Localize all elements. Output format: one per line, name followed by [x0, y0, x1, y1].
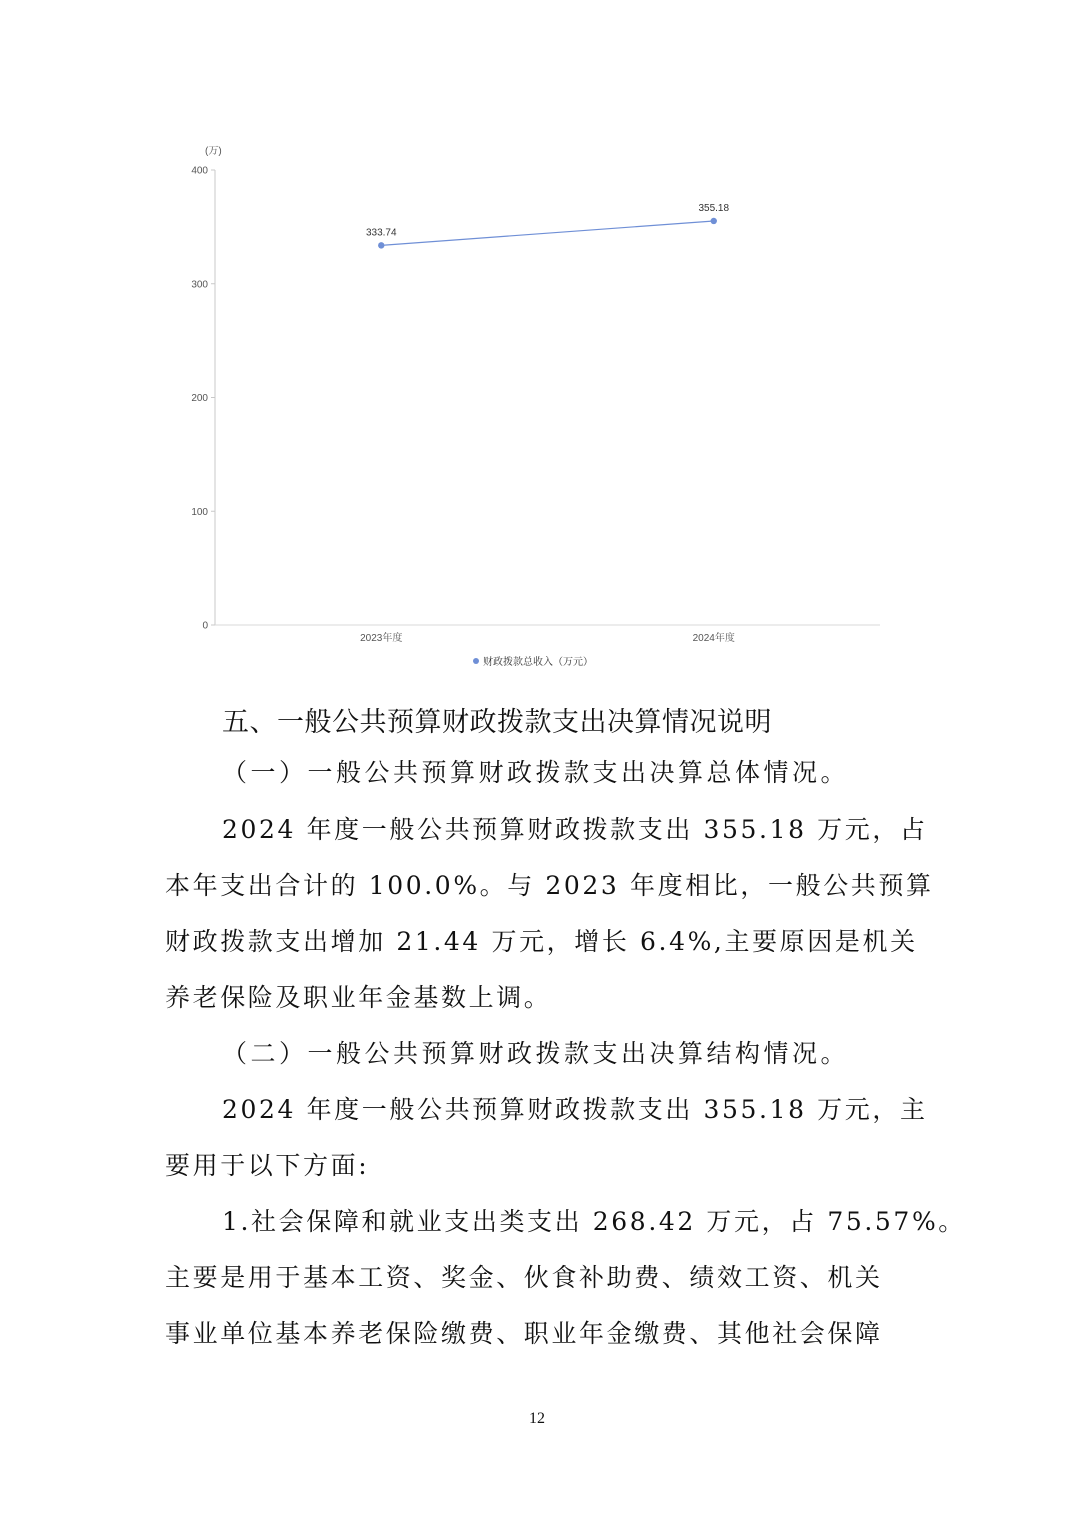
legend: [473, 655, 593, 668]
y-tick-label: 300: [191, 279, 208, 291]
y-tick-label: 200: [191, 393, 208, 404]
paragraph-line: 2024 年度一般公共预算财政拨款支出 355.18 万元，主: [222, 1095, 928, 1124]
data-label: 355.18: [698, 202, 730, 214]
subsection-title-1: （一）一般公共预算财政拨款支出决算总体情况。: [222, 758, 850, 787]
section-heading: 五、一般公共预算财政拨款支出决算情况说明: [222, 707, 772, 738]
paragraph-line: 1.社会保障和就业支出类支出 268.42 万元，占 75.57%。: [222, 1207, 966, 1236]
y-tick-label: 0: [202, 620, 208, 632]
y-axis-unit-label: (万): [205, 146, 222, 157]
x-tick-label: 2024年度: [692, 633, 735, 644]
legend-label: 财政拨款总收入（万元）: [483, 657, 593, 668]
subsection-title-2: （二）一般公共预算财政拨款支出决算结构情况。: [222, 1039, 850, 1068]
legend-marker: [473, 658, 479, 664]
y-axis: [191, 166, 215, 632]
data-point: [378, 242, 384, 248]
paragraph-line: 事业单位基本养老保险缴费、职业年金缴费、其他社会保障: [165, 1319, 883, 1348]
paragraph-line: 财政拨款支出增加 21.44 万元，增长 6.4%,主要原因是机关: [165, 927, 918, 956]
x-tick-label: 2023年度: [360, 633, 403, 644]
series-line: [381, 221, 714, 245]
income-line-chart: [0, 0, 1074, 680]
paragraph-line: 2024 年度一般公共预算财政拨款支出 355.18 万元，占: [222, 815, 928, 844]
y-tick-label: 400: [191, 165, 208, 177]
data-label: 333.74: [365, 227, 397, 239]
data-point: [711, 218, 717, 224]
paragraph-line: 本年支出合计的 100.0%。与 2023 年度相比，一般公共预算: [165, 871, 934, 900]
series-income: [366, 203, 730, 249]
paragraph-line: 主要是用于基本工资、奖金、伙食补助费、绩效工资、机关: [165, 1263, 883, 1292]
x-axis: [215, 625, 880, 644]
y-tick-label: 100: [191, 506, 208, 518]
page-number: 12: [529, 1410, 545, 1427]
paragraph-line: 养老保险及职业年金基数上调。: [165, 983, 552, 1012]
paragraph-line: 要用于以下方面:: [165, 1151, 370, 1180]
